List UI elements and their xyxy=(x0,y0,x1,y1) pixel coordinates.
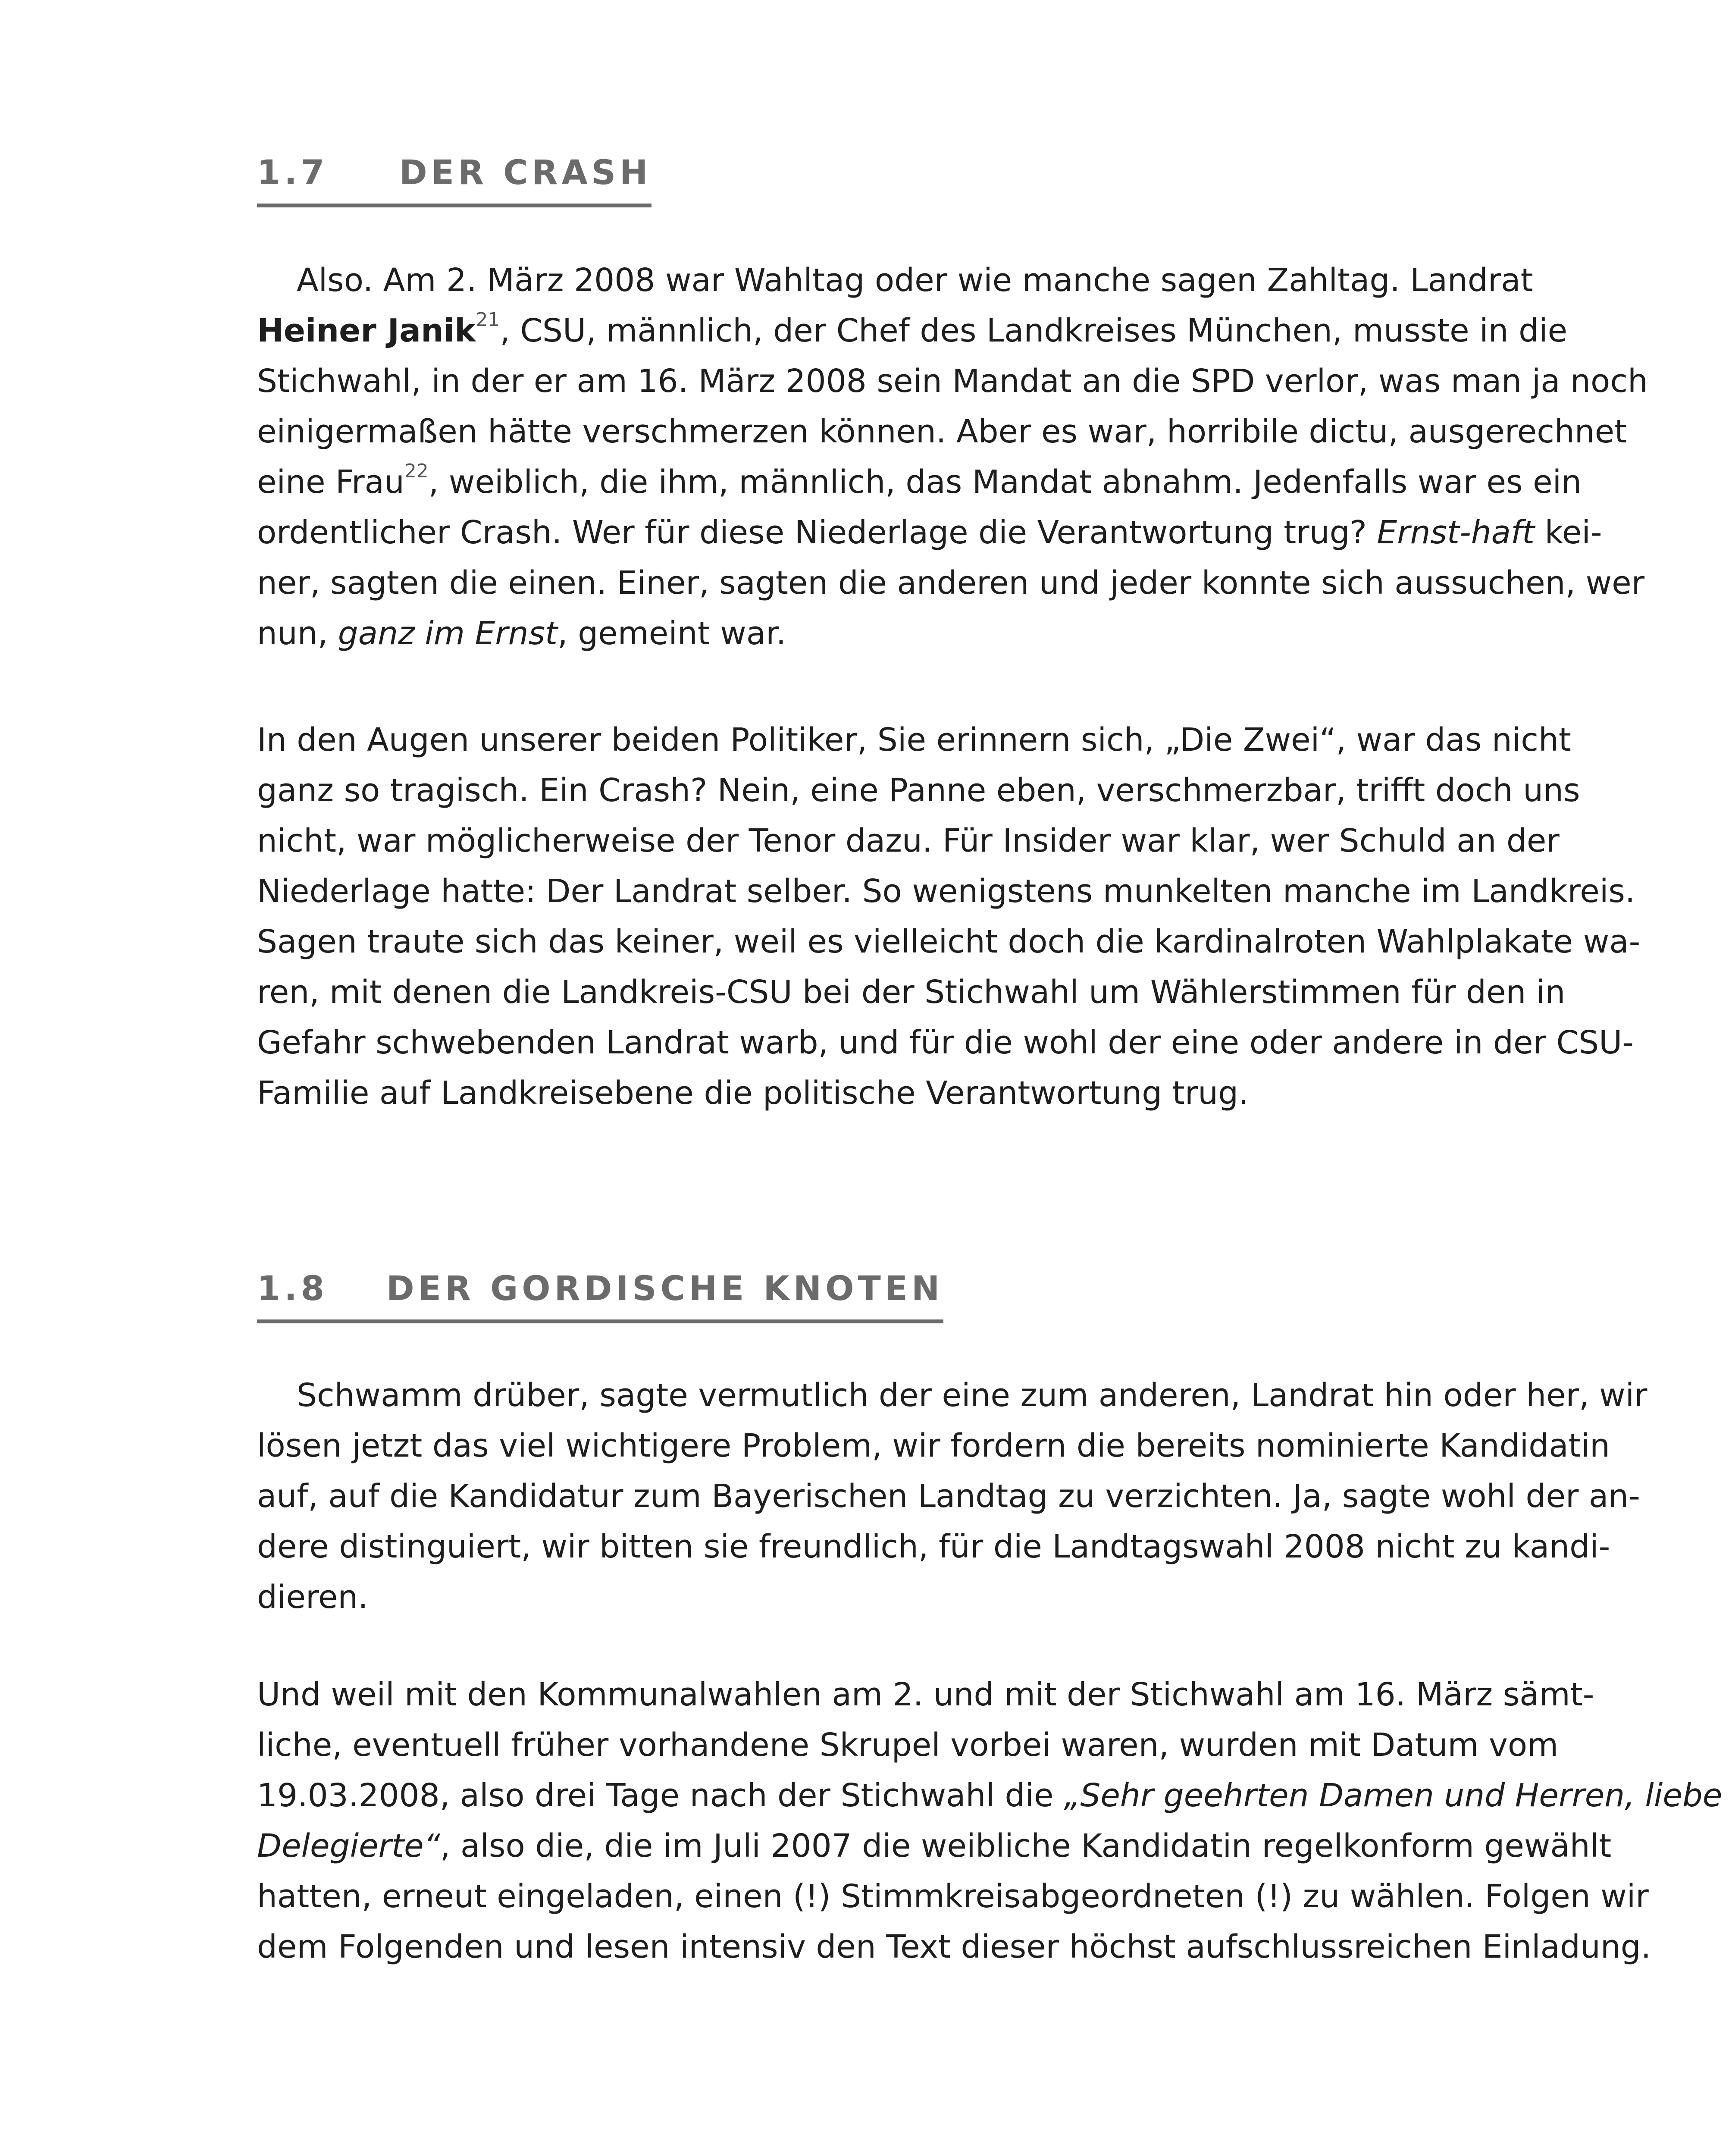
text-line: Sagen traute sich das keiner, weil es vielleicht doch die kardinalroten Wahlplakate wa- xyxy=(257,923,1641,960)
text-line: Delegierte“, also die, die im Juli 2007 die weibliche Kandidatin regelkonform gewählt xyxy=(257,1827,1612,1865)
text-line: dere distinguiert, wir bitten sie freundlich, für die Landtagswahl 2008 nicht zu kandi- xyxy=(257,1528,1610,1565)
text-line: hatten, erneut eingeladen, einen (!) Stimmkreisabgeordneten (!) zu wählen. Folgen wir xyxy=(257,1878,1649,1915)
text-line: liche, eventuell früher vorhandene Skrupel vorbei waren, wurden mit Datum vom xyxy=(257,1727,1559,1764)
section-title: DER GORDISCHE KNOTEN xyxy=(386,1269,944,1308)
text-line: auf, auf die Kandidatur zum Bayerischen Landtag zu verzichten. Ja, sagte wohl der an- xyxy=(257,1478,1640,1515)
paragraph-crash-1 xyxy=(257,255,1648,659)
paragraph-knoten-2 xyxy=(257,1670,1723,1972)
text-line: ren, mit denen die Landkreis-CSU bei der Stichwahl um Wählerstimmen für den in xyxy=(257,974,1566,1011)
text-line: Schwamm drüber, sagte vermutlich der eine zum anderen, Landrat hin oder her, wir xyxy=(297,1377,1647,1414)
text-line: Heiner Janik$^{21}$, CSU, männlich, der Chef des Landkreises München, musste in die xyxy=(257,309,1568,349)
text-line: dem Folgenden und lesen intensiv den Text dieser höchst aufschlussreichen Einladung. xyxy=(257,1928,1651,1965)
text-line: In den Augen unserer beiden Politiker, Sie erinnern sich, „Die Zwei“, war das nicht xyxy=(257,721,1571,758)
text-line: eine Frau$^{22}$, weiblich, die ihm, männlich, das Mandat abnahm. Jedenfalls war es ein xyxy=(257,460,1582,501)
text-line: einigermaßen hätte verschmerzen können. Aber es war, horribile dictu, ausgerechnet xyxy=(257,413,1627,450)
section-number: 1.7 xyxy=(257,154,329,192)
text-line: nicht, war möglicherweise der Tenor dazu. Für Insider war klar, wer Schuld an der xyxy=(257,822,1560,859)
paragraph-crash-2 xyxy=(257,715,1641,1119)
quoted-salutation: Delegierte“ xyxy=(257,1827,440,1865)
quoted-salutation: „Sehr geehrten Damen und Herren, liebe xyxy=(1064,1777,1723,1814)
text-line: dieren. xyxy=(257,1579,368,1616)
section-title: DER CRASH xyxy=(399,154,652,192)
footnote-ref-21: 21 xyxy=(476,309,500,331)
section-heading-1-7 xyxy=(257,154,651,207)
person-name: Heiner Janik xyxy=(257,312,476,349)
text-line: ordentlicher Crash. Wer für diese Niederlage die Verantwortung trug? Ernst-haft kei- xyxy=(257,514,1602,551)
paragraph-knoten-1 xyxy=(257,1370,1647,1623)
text-line: Und weil mit den Kommunalwahlen am 2. und mit der Stichwahl am 16. März sämt- xyxy=(257,1676,1594,1713)
text-line: Familie auf Landkreisebene die politische Verantwortung trug. xyxy=(257,1075,1249,1112)
text-line: Gefahr schwebenden Landrat warb, und für die wohl der eine oder andere in der CSU- xyxy=(257,1024,1634,1061)
text-line: lösen jetzt das viel wichtigere Problem, wir fordern die bereits nominierte Kandidatin xyxy=(257,1427,1610,1464)
text-line: ner, sagten die einen. Einer, sagten die anderen und jeder konnte sich aussuchen, wer xyxy=(257,564,1645,602)
section-number: 1.8 xyxy=(257,1269,329,1308)
text-line: Niederlage hatte: Der Landrat selber. So wenigstens munkelten manche im Landkreis. xyxy=(257,873,1635,910)
text-line: 19.03.2008, also drei Tage nach der Stichwahl die „Sehr geehrten Damen und Herren, liebe xyxy=(257,1777,1723,1814)
emphasis-text: Ernst-haft xyxy=(1377,514,1535,551)
footnote-ref-22: 22 xyxy=(404,460,429,483)
emphasis-text: ganz im Ernst xyxy=(338,615,558,652)
text-line: ganz so tragisch. Ein Crash? Nein, eine Panne eben, verschmerzbar, trifft doch uns xyxy=(257,772,1580,809)
text-line: Also. Am 2. März 2008 war Wahltag oder wie manche sagen Zahltag. Landrat xyxy=(297,262,1533,299)
text-line: Stichwahl, in der er am 16. März 2008 sein Mandat an die SPD verlor, was man ja noch xyxy=(257,363,1648,400)
text-line: nun, ganz im Ernst, gemeint war. xyxy=(257,615,786,652)
section-heading-1-8 xyxy=(257,1269,943,1323)
